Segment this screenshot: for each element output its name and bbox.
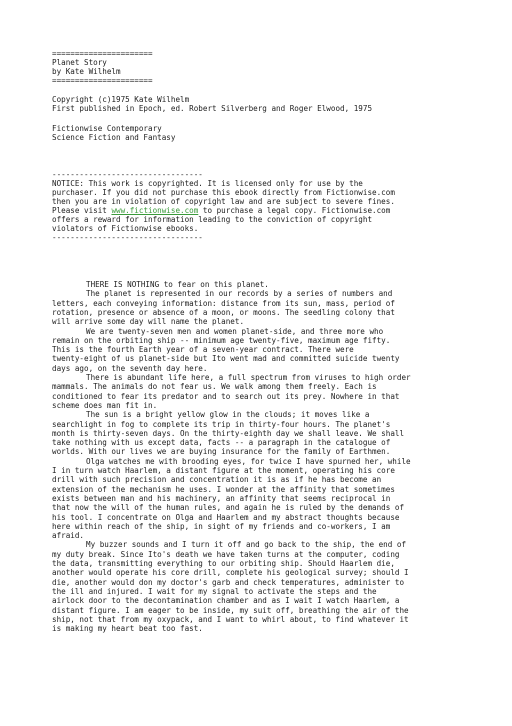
story-line: another would operate his core drill, complete his geological survey; should I <box>52 568 409 578</box>
story-line: scheme does man fit in. <box>52 400 158 410</box>
story-line: my duty break. Since Ito's death we have taken turns at the computer, coding <box>52 549 400 559</box>
story-line: his tool. I concentrate on Olga and Haarlem and my abstract thoughts because <box>52 512 400 522</box>
book-title: Planet Story <box>52 58 107 67</box>
story-line: will arrive some day will name the planet. <box>52 317 245 327</box>
fictionwise-link[interactable]: www.fictionwise.com <box>111 206 199 215</box>
genre-line: Science Fiction and Fantasy <box>52 133 176 142</box>
notice-rule-top: --------------------------------- <box>52 170 203 179</box>
story-line: airlock door to the decontamination chamber and as I wait I watch Haarlem, a <box>52 596 400 606</box>
story-line: that now the will of the human rules, and again he is ruled by the demands of <box>52 503 405 513</box>
notice-line-2: purchaser. If you did not purchase this ebook directly from Fictionwise.com <box>52 188 395 197</box>
story-line: The sun is a bright yellow glow in the clouds; it moves like a <box>86 410 370 420</box>
story-line: the ill and injured. I wait for my signal to activate the steps and the <box>52 586 377 596</box>
story-line: the data, transmitting everything to our orbiting ship. Should Haarlem die, <box>52 559 395 568</box>
publication-line: First published in Epoch, ed. Robert Silverberg and Roger Elwood, 1975 <box>52 104 373 113</box>
notice-line-1: NOTICE: This work is copyrighted. It is licensed only for use by the <box>52 179 363 188</box>
story-line: The planet is represented in our records by a series of numbers and <box>86 289 393 299</box>
story-line: worlds. With our lives we are buying insurance for the family of Earthmen. <box>52 447 391 457</box>
notice-line-6: violators of Fictionwise ebooks. <box>52 224 199 233</box>
story-line: remain on the orbiting ship -- minimum age twenty-five, maximum age fifty. <box>52 335 391 345</box>
story-line: I in turn watch Haarlem, a distant figure at the moment, operating his core <box>52 466 395 475</box>
copyright-line: Copyright (c)1975 Kate Wilhelm <box>52 95 190 104</box>
notice-line-5: offers a reward for information leading to the conviction of copyright <box>52 215 373 224</box>
book-author: by Kate Wilhelm <box>52 67 121 76</box>
story-line: We are twenty-seven men and women planet-side, and three more who <box>86 326 384 336</box>
story-line: mammals. The animals do not fear us. We walk among them freely. Each is <box>52 382 377 392</box>
story-line: exists between man and his machinery, an affinity that seems reciprocal in <box>52 493 391 503</box>
story-line: ship, not that from my oxypack, and I want to whirl about, to find whatever it <box>52 614 409 624</box>
notice-rule-bottom: --------------------------------- <box>52 233 203 242</box>
story-line: letters, each conveying information: distance from its sun, mass, period of <box>52 298 395 308</box>
story-line: distant figure. I am eager to be inside, my suit off, breathing the air of the <box>52 605 409 615</box>
header-rule-bottom: ====================== <box>52 76 153 85</box>
story-line: rotation, presence or absence of a moon, or moons. The seedling colony that <box>52 307 395 317</box>
header-rule-top: ====================== <box>52 49 153 58</box>
story-line: twenty-eight of us planet-side but Ito went mad and committed suicide twenty <box>52 354 400 364</box>
story-line: take nothing with us except data, facts -- a paragraph in the catalogue of <box>52 438 391 448</box>
story-line: Olga watches me with brooding eyes, for twice I have spurned her, while <box>86 456 411 466</box>
notice-line-3: then you are in violation of copyright law and are subject to severe fines. <box>52 197 395 206</box>
story-line: conditioned to fear its predator and to search out its prey. Nowhere in that <box>52 391 400 401</box>
story-line: days ago, on the seventh day here. <box>52 363 208 373</box>
notice-line-4 <box>52 206 390 215</box>
story-line: There is abundant life here, a full spectrum from viruses to high order <box>86 373 411 382</box>
story-line: extension of the mechanism he uses. I wonder at the affinity that sometimes <box>52 484 395 494</box>
story-line: is making my heart beat too fast. <box>52 624 203 634</box>
notice-line-4-prefix: Please visit <box>52 206 112 215</box>
story-line: here within reach of the ship, in sight of my friends and co-workers, I am <box>52 521 391 531</box>
notice-line-4-suffix: to purchase a legal copy. Fictionwise.com <box>198 206 391 215</box>
publisher-line: Fictionwise Contemporary <box>52 124 162 133</box>
story-line: searchlight in fog to complete its trip in thirty-four hours. The planet's <box>52 419 391 429</box>
story-line: My buzzer sounds and I turn it off and go back to the ship, the end of <box>86 540 407 550</box>
story-line: month is thirty-seven days. On the thirty-eighth day we shall leave. We shall <box>52 428 405 438</box>
story-line: This is the fourth Earth year of a seven-year contract. There were <box>52 345 354 355</box>
story-line: THERE IS NOTHING to fear on this planet. <box>86 280 269 289</box>
story-line: die, another would don my doctor's garb and check temperatures, administer to <box>52 577 405 587</box>
story-line: drill with such precision and concentration it is as if he has become an <box>52 475 382 485</box>
story-line: afraid. <box>52 531 85 541</box>
